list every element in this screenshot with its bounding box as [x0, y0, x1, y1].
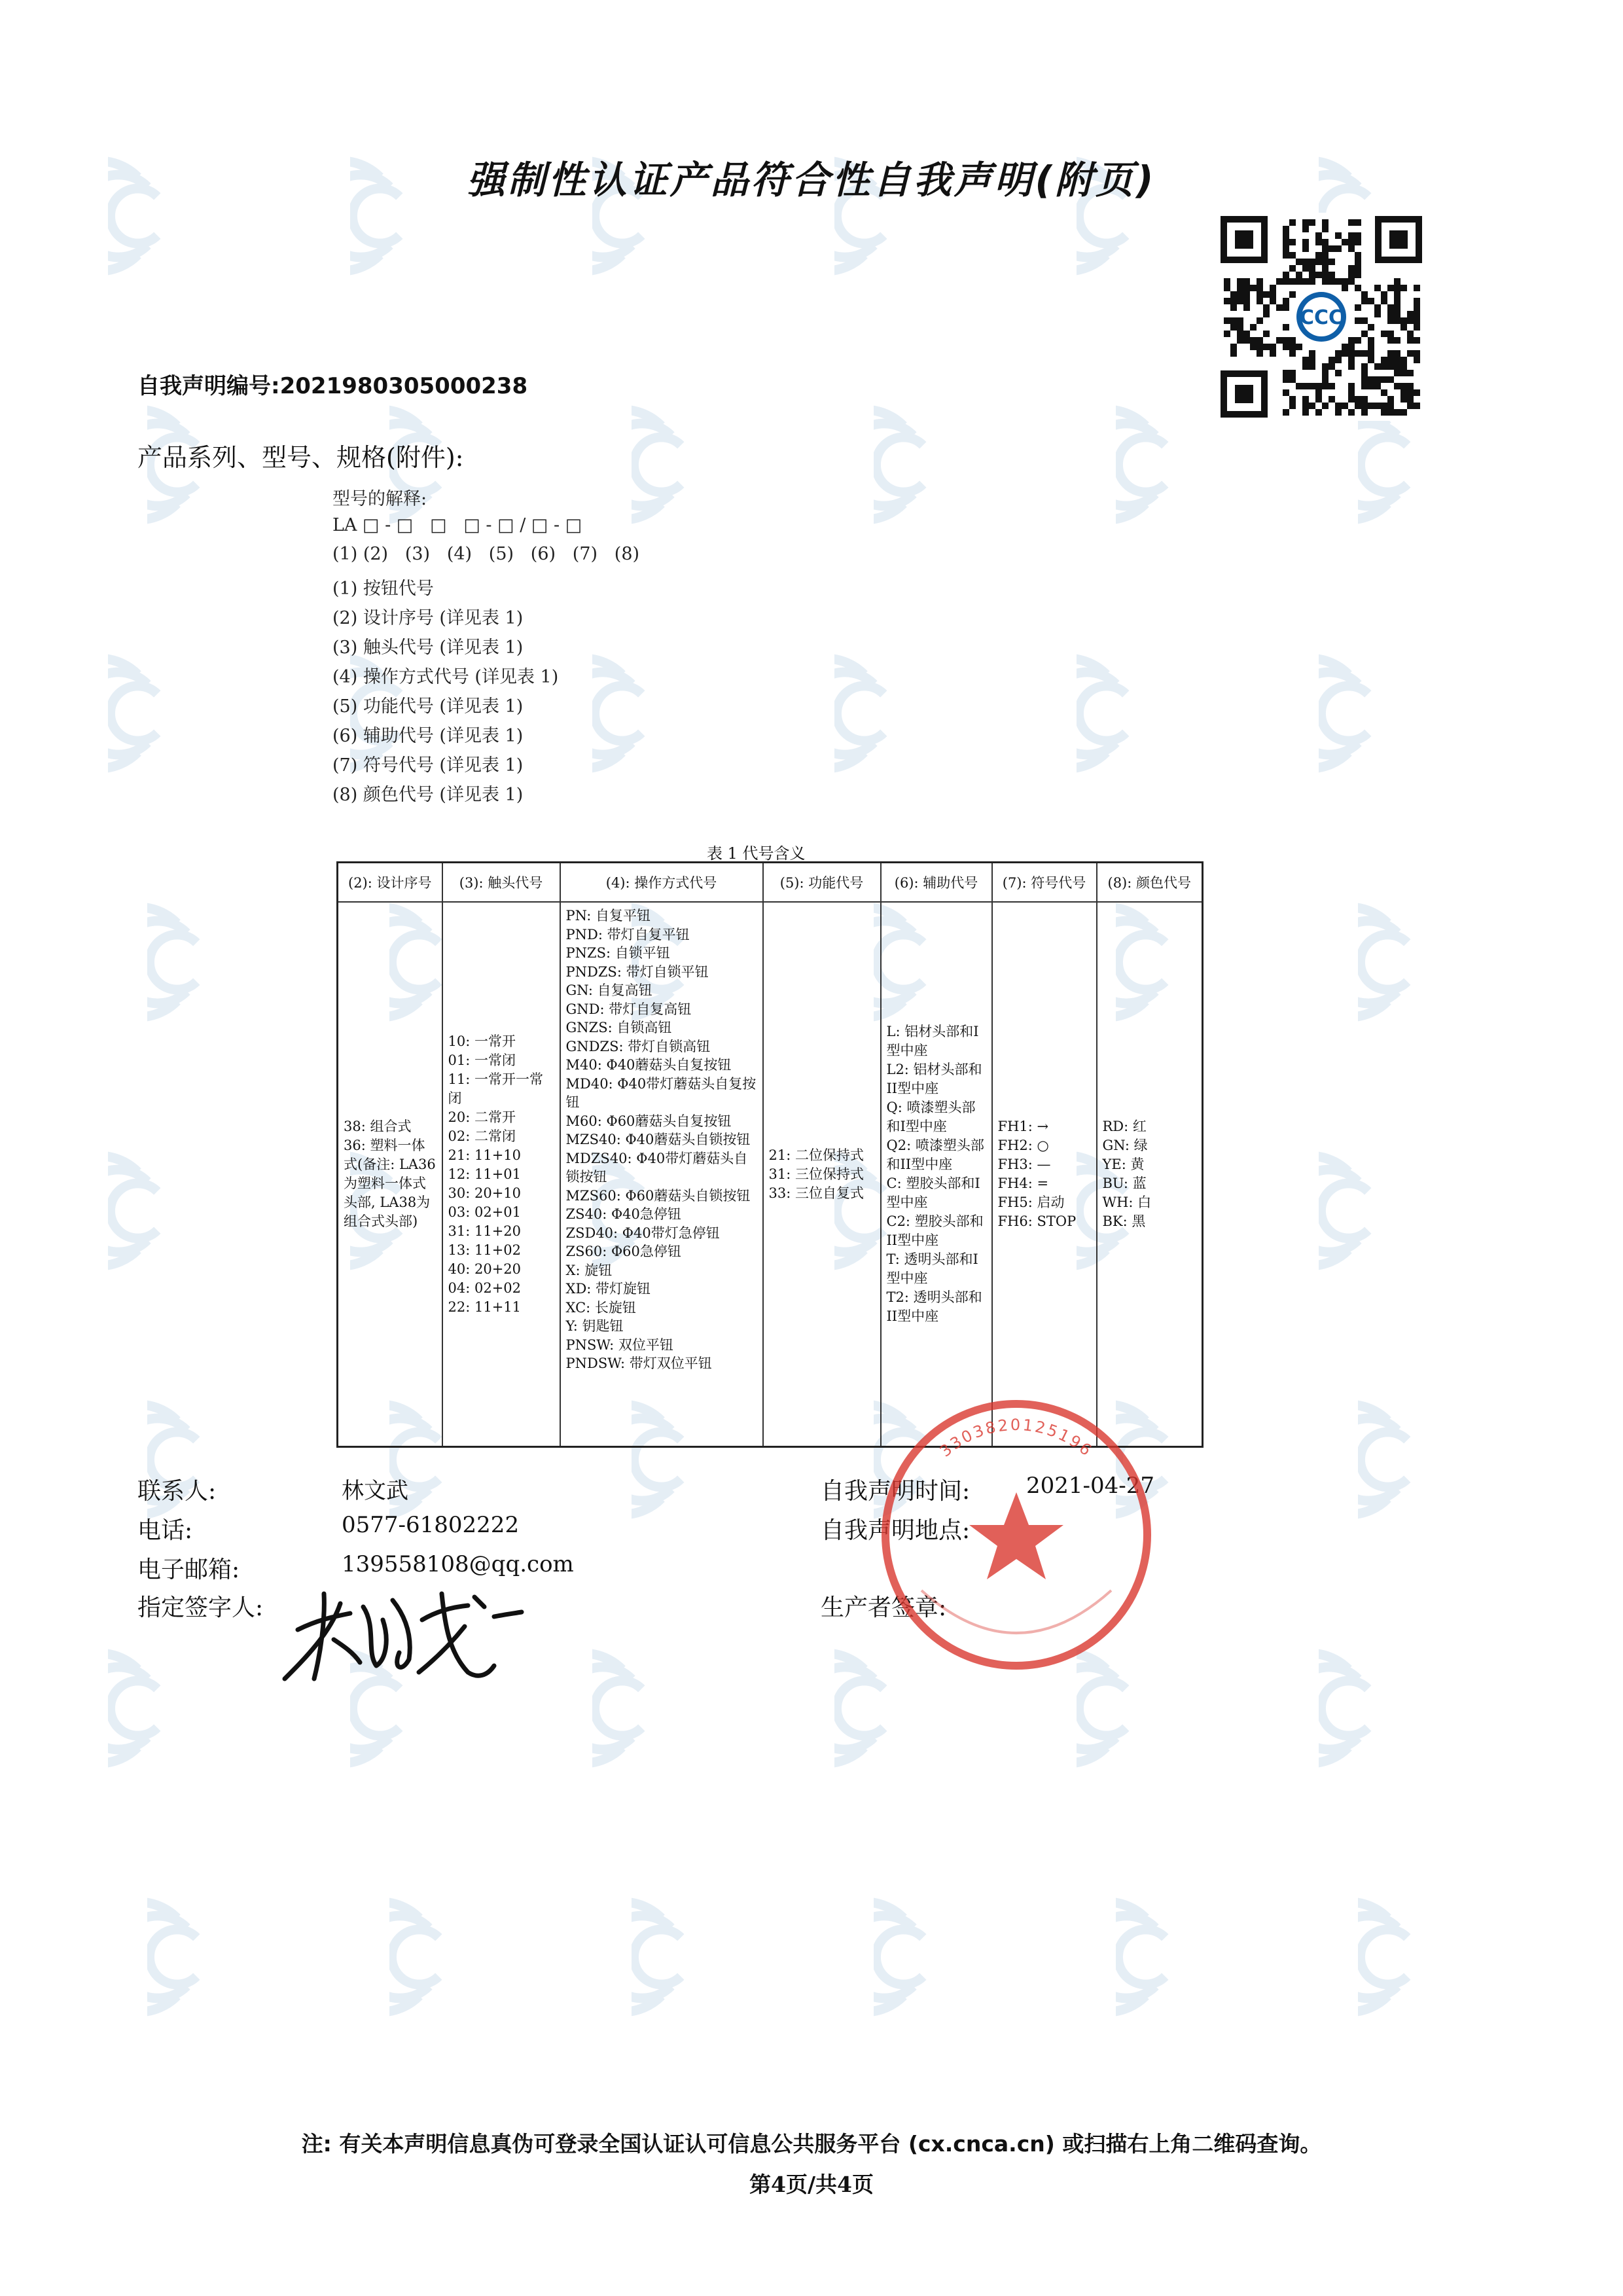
explanation-item: (2) 设计序号 (详见表 1) [332, 608, 524, 628]
code-table [336, 861, 1204, 1448]
producer-seal-label: 生产者签章: [821, 1594, 947, 1621]
table-cell-function: 21: 二位保持式 31: 三位保持式 33: 三位自复式 [763, 902, 881, 1447]
ccc-watermark-icon [592, 1640, 730, 1777]
ccc-watermark-icon [592, 645, 730, 782]
explanation-item: (8) 颜色代号 (详见表 1) [332, 785, 524, 805]
table-header: (2): 设计序号 [338, 863, 442, 903]
table-header: (5): 功能代号 [763, 863, 881, 903]
table-header: (4): 操作方式代号 [560, 863, 763, 903]
ccc-watermark-icon [1358, 1888, 1495, 2026]
ccc-watermark-icon [1116, 1888, 1253, 2026]
declaration-value: 2021980305000238 [279, 373, 528, 399]
table-header-row [338, 863, 1203, 903]
ccc-watermark-icon [874, 396, 1011, 533]
contact-person-label: 联系人: [137, 1478, 217, 1505]
ccc-watermark-icon [1358, 893, 1495, 1031]
table-row [338, 902, 1203, 1447]
seal-number: 3303820125196 [936, 1416, 1097, 1461]
ccc-watermark-icon [108, 645, 245, 782]
explanation-item: (4) 操作方式代号 (详见表 1) [332, 667, 559, 687]
declaration-place-label: 自我声明地点: [821, 1517, 971, 1544]
explanation-item: (5) 功能代号 (详见表 1) [332, 696, 524, 717]
email-label: 电子邮箱: [137, 1556, 240, 1583]
ccc-watermark-icon [1319, 645, 1456, 782]
ccc-logo-icon [1291, 287, 1351, 347]
signatory-label: 指定签字人: [137, 1594, 264, 1621]
ccc-watermark-icon [834, 645, 972, 782]
model-positions: (1) (2) (3) (4) (5) (6) (7) (8) [332, 544, 640, 564]
footer-note: 注: 有关本声明信息真伪可登录全国认证认可信息公共服务平台 (cx.cnca.cn) 或扫描右上角二维码查询。 [301, 2131, 1322, 2157]
ccc-watermark-icon [389, 1888, 527, 2026]
ccc-watermark-icon [632, 396, 769, 533]
declaration-number [137, 368, 527, 400]
page-title: 强制性认证产品符合性自我声明(附页) [467, 158, 1156, 202]
qr-code-icon [1217, 213, 1425, 421]
email-value: 139558108@qq.com [342, 1551, 574, 1577]
model-pattern: LA □ - □ □ □ - □ / □ - □ [332, 515, 582, 535]
table-header: (6): 辅助代号 [881, 863, 992, 903]
ccc-watermark-icon [1077, 645, 1214, 782]
table-cell-design: 38: 组合式 36: 塑料一体式(备注: LA36为塑料一体式头部, LA38为组合式头部) [338, 902, 442, 1447]
table-header: (3): 触头代号 [442, 863, 560, 903]
explanation-item: (6) 辅助代号 (详见表 1) [332, 726, 524, 746]
ccc-watermark-icon [1358, 1391, 1495, 1528]
table-cell-auxiliary: L: 铝材头部和I型中座 L2: 铝材头部和II型中座 Q: 喷漆塑头部和I型中座 Q2: 喷漆塑头部和II型中座 C: 塑胶头部和I型中座 C2: 塑胶头部和II型中座 T: 透明头部和I型中座 T2: 透明头部和II型中座 [881, 902, 992, 1447]
model-explanation-heading: 型号的解释: [332, 489, 427, 509]
svg-text:3303820125196 [936, 1416, 1097, 1461]
ccc-watermark-icon [1319, 1640, 1456, 1777]
explanation-item: (7) 符号代号 (详见表 1) [332, 755, 524, 776]
signature [278, 1581, 527, 1689]
declaration-label: 自我声明编号: [137, 373, 280, 399]
phone-label: 电话: [137, 1517, 193, 1544]
explanation-item: (3) 触头代号 (详见表 1) [332, 637, 524, 658]
phone-value: 0577-61802222 [342, 1512, 520, 1538]
table-cell-symbol: FH1: → FH2: ○ FH3: — FH4: = FH5: 启动 FH6: STOP [992, 902, 1097, 1447]
declaration-time: 2021-04-27 [1026, 1473, 1155, 1499]
ccc-watermark-icon [632, 1888, 769, 2026]
series-heading: 产品系列、型号、规格(附件): [137, 443, 464, 472]
ccc-watermark-icon [147, 1391, 285, 1528]
ccc-watermark-icon [1319, 1142, 1456, 1280]
table-cell-contact: 10: 一常开 01: 一常闭 11: 一常开一常闭 20: 二常开 02: 二常闭 21: 11+10 12: 11+01 30: 20+10 03: 02+01 31: 11+20 13: 11+02 40: 20+20 04: 02+02 22: 11+11 [442, 902, 560, 1447]
company-seal [876, 1394, 1157, 1676]
table-header: (8): 颜色代号 [1097, 863, 1203, 903]
page-number: 第4页/共4页 [749, 2172, 874, 2197]
ccc-watermark-icon [108, 1640, 245, 1777]
ccc-watermark-icon [874, 1888, 1011, 2026]
table-header: (7): 符号代号 [992, 863, 1097, 903]
table-cell-operation: PN: 自复平钮 PND: 带灯自复平钮 PNZS: 自锁平钮 PNDZS: 带灯自锁平钮 GN: 自复高钮 GND: 带灯自复高钮 GNZS: 自锁高钮 GNDZS: 带灯自锁高钮 M40: Φ40蘑菇头自复按钮 MD40: Φ40带灯蘑菇头自复按钮 M60: Φ60蘑菇头自复按钮 MZS40: Φ40蘑菇头自锁按钮 MDZS40: Φ40带灯蘑菇头自锁按钮 MZS60: Φ60蘑菇头自锁按钮 ZS40: Φ40急停钮 ZSD40: Φ40带灯急停钮 ZS60: Φ60急停钮 X: 旋钮 XD: 带灯旋钮 XC: 长旋钮 Y: 钥匙钮 PNSW: 双位平钮 PNDSW: 带灯双位平钮 [560, 902, 763, 1447]
svg-text:CCC: CCC [1299, 306, 1344, 329]
declaration-time-label: 自我声明时间: [821, 1478, 971, 1505]
ccc-watermark-icon [108, 1142, 245, 1280]
ccc-watermark-icon [147, 893, 285, 1031]
contact-person: 林文武 [342, 1478, 408, 1504]
table-cell-color: RD: 红 GN: 绿 YE: 黄 BU: 蓝 WH: 白 BK: 黑 [1097, 902, 1203, 1447]
ccc-watermark-icon [147, 1888, 285, 2026]
explanation-item: (1) 按钮代号 [332, 579, 434, 599]
table-caption: 表 1 代号含义 [707, 844, 806, 863]
